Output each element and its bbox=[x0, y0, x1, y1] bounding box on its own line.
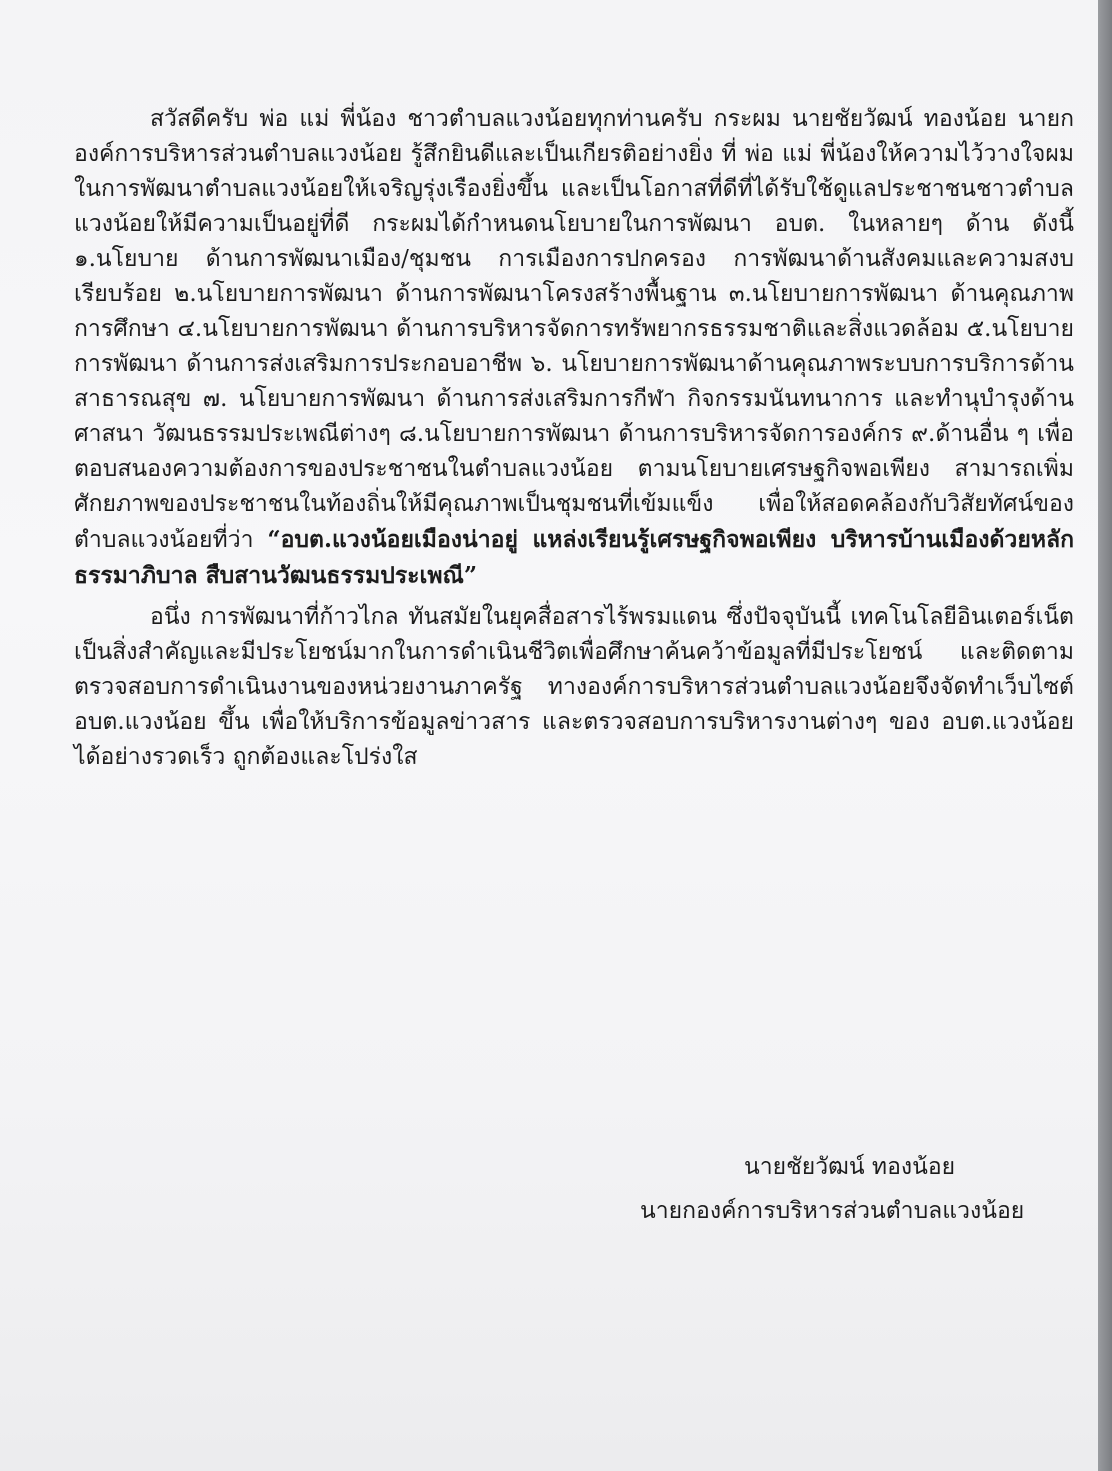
signatory-title: นายกองค์การบริหารส่วนตำบลแวงน้อย bbox=[640, 1198, 1025, 1224]
signatory-name: นายชัยวัฒน์ ทองน้อย bbox=[744, 1154, 956, 1180]
vision-statement: “อบต.แวงน้อยเมืองน่าอยู่ แหล่งเรียนรู้เศรษฐกิจพอเพียง บริหารบ้านเมืองด้วยหลักธรรมาภิบาล สืบสานวัฒนธรรมประเพณี” bbox=[74, 526, 1075, 589]
paragraph-2: อนึ่ง การพัฒนาที่ก้าวไกล ทันสมัยในยุคสื่อสารไร้พรมแดน ซึ่งปัจจุบันนี้ เทคโนโลยีอินเตอร์เน็ตเป็นสิ่งสำคัญและมีประโยชน์มากในการดำเนินชีวิตเพื่อศึกษาค้นคว้าข้อมูลที่มีประโยชน์ และติดตามตรวจสอบการดำเนินงานของหน่วยงานภาครัฐ ทางองค์การบริหารส่วนตำบลแวงน้อยจึงจัดทำเว็บไซต์ อบต.แวงน้อย ขึ้น เพื่อให้บริการข้อมูลข่าวสาร และตรวจสอบการบริหารงานต่างๆ ของ อบต.แวงน้อย ได้อย่างรวดเร็ว ถูกต้องและโปร่งใส bbox=[74, 604, 1074, 770]
paragraph-1 bbox=[74, 102, 1074, 594]
background-edge bbox=[1098, 0, 1112, 1471]
paragraph-1-text: สวัสดีครับ พ่อ แม่ พี่น้อง ชาวตำบลแวงน้อยทุกท่านครับ กระผม นายชัยวัฒน์ ทองน้อย นายกองค์การบริหารส่วนตำบลแวงน้อย รู้สึกยินดีและเป็นเกียรติอย่างยิ่ง ที่ พ่อ แม่ พี่น้องให้ความไว้วางใจผมในการพัฒนาตำบลแวงน้อยให้เจริญรุ่งเรืองยิ่งขึ้น และเป็นโอกาสที่ดีที่ได้รับใช้ดูแลประชาชนชาวตำบลแวงน้อยให้มีความเป็นอยู่ที่ดี กระผมได้กำหนดนโยบายในการพัฒนา อบต. ในหลายๆ ด้าน ดังนี้ ๑.นโยบาย ด้านการพัฒนาเมือง/ชุมชน การเมืองการปกครอง การพัฒนาด้านสังคมและความสงบเรียบร้อย ๒.นโยบายการพัฒนา ด้านการพัฒนาโครงสร้างพื้นฐาน ๓.นโยบายการพัฒนา ด้านคุณภาพการศึกษา ๔.นโยบายการพัฒนา ด้านการบริหารจัดการทรัพยากรธรรมชาติและสิ่งแวดล้อม ๕.นโยบายการพัฒนา ด้านการส่งเสริมการประกอบอาชีพ ๖. นโยบายการพัฒนาด้านคุณภาพระบบการบริการด้านสาธารณสุข ๗. นโยบายการพัฒนา ด้านการส่งเสริมการกีฬา กิจกรรมนันทนาการ และทำนุบำรุงด้านศาสนา วัฒนธรรมประเพณีต่างๆ ๘.นโยบายการพัฒนา ด้านการบริหารจัดการองค์กร ๙.ด้านอื่น ๆ เพื่อตอบสนองความต้องการของประชาชนในตำบลแวงน้อย ตามนโยบายเศรษฐกิจพอเพียง สามารถเพิ่มศักยภาพของประชาชนในท้องถิ่นให้มีคุณภาพเป็นชุมชนที่เข้มแข็ง เพื่อให้สอดคล้องกับวิสัยทัศน์ของตำบลแวงน้อยที่ว่า bbox=[74, 106, 1074, 553]
letter-body bbox=[74, 102, 1074, 775]
signature-block bbox=[640, 1145, 1090, 1233]
